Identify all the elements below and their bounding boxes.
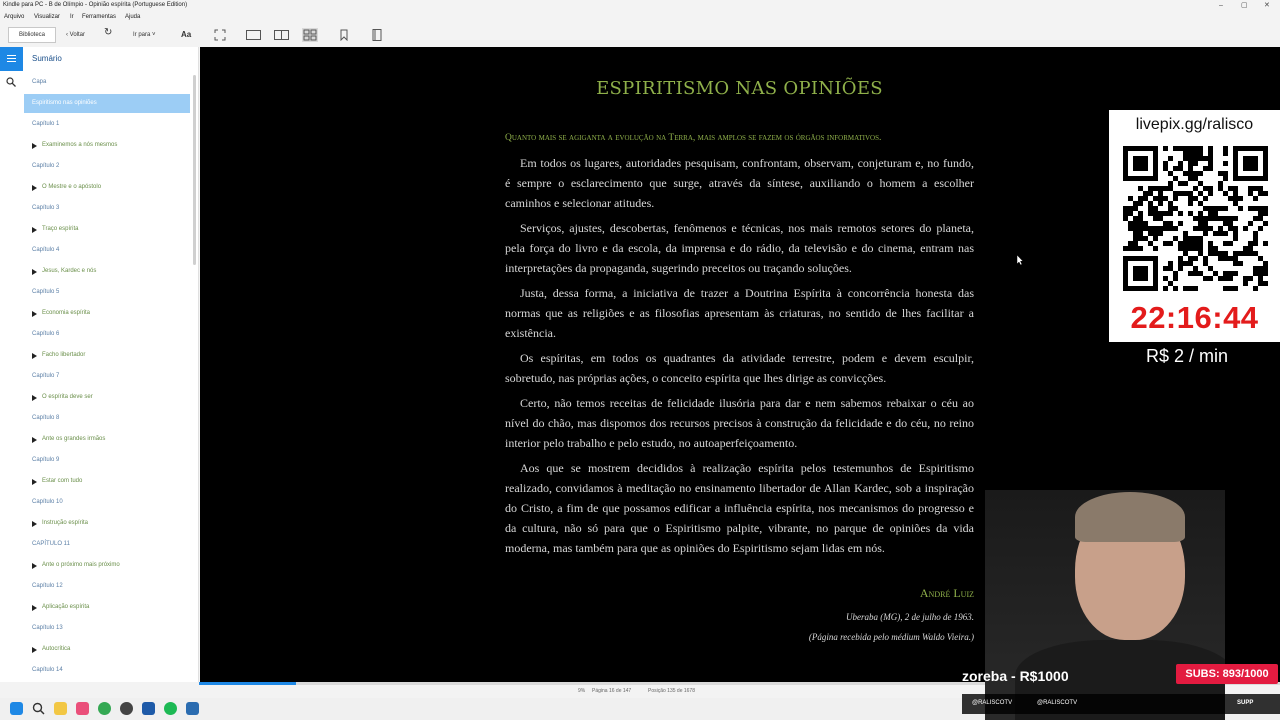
toc-label: Jesus, Kardec e nós <box>42 268 97 274</box>
toc-item[interactable] <box>24 535 190 554</box>
taskbar-search-icon[interactable] <box>32 702 45 715</box>
toc-item[interactable] <box>24 493 190 512</box>
toc-item[interactable] <box>24 325 190 344</box>
expand-triangle-icon[interactable] <box>32 647 37 653</box>
toc-label: Capítulo 1 <box>32 121 60 127</box>
fullscreen-icon[interactable] <box>214 29 226 41</box>
toc-label: Capítulo 3 <box>32 205 60 211</box>
epigraph: Quanto mais se agiganta a evolução na Terra, mais amplos se fazem os órgãos informativos. <box>505 133 882 143</box>
toc-label: Capítulo 13 <box>32 625 63 631</box>
window-titlebar <box>0 0 1280 12</box>
toc-label: Capítulo 4 <box>32 247 60 253</box>
toc-subitem[interactable] <box>24 556 190 575</box>
toc-item[interactable] <box>24 367 190 386</box>
expand-triangle-icon[interactable] <box>32 563 37 569</box>
toc-item[interactable] <box>24 409 190 428</box>
paragraph: Justa, dessa forma, a iniciativa de trazer a Doutrina Espírita à concorrência honesta das normas que as religiões e as filosofias apresentam às criaturas, no sentido de lhes facilitar a existência. <box>505 286 974 340</box>
file-explorer-icon[interactable] <box>54 702 67 715</box>
vscode-icon[interactable] <box>142 702 155 715</box>
supp-label: SUPP <box>1237 700 1254 706</box>
toc-label: Autocrítica <box>42 646 71 652</box>
toc-subitem[interactable] <box>24 304 190 323</box>
toc-subitem[interactable] <box>24 220 190 239</box>
toc-menu-icon[interactable] <box>0 47 23 71</box>
toc-label: Espiritismo nas opiniões <box>32 100 97 106</box>
expand-triangle-icon[interactable] <box>32 269 37 275</box>
toc-item[interactable] <box>24 157 190 176</box>
toc-subitem[interactable] <box>24 598 190 617</box>
progress-percent: 9% <box>578 688 586 694</box>
toc-item[interactable] <box>24 451 190 470</box>
toc-label: O espírita deve ser <box>42 394 93 400</box>
toc-subitem[interactable] <box>24 388 190 407</box>
spotify-icon[interactable] <box>164 702 177 715</box>
toc-item[interactable] <box>24 73 190 92</box>
toc-item[interactable] <box>24 241 190 260</box>
expand-triangle-icon[interactable] <box>32 521 37 527</box>
menu-ajuda[interactable]: Ajuda <box>125 14 141 20</box>
paragraph: Aos que se mostrem decididos à realização espírita pelos testemunhos de Espiritismo realizado, convidamos à meditação no ensinamento libertador de Allan Kardec, sob a inspiração do Cristo, a fim de que possamos edificar a influência espírita, nos mecanismos do progresso e da cultura, não só para que o Espiritismo palpite, vibrante, no parque de opiniões da vida moderna, mas também para que as opiniões do Espiritismo sejam lidas em nós. <box>505 461 974 555</box>
single-page-icon[interactable] <box>246 29 261 41</box>
twitter-handle: @RALISCOTV <box>1037 700 1078 706</box>
minimize-icon[interactable]: – <box>1219 2 1223 9</box>
livepix-url: livepix.gg/ralisco <box>1135 116 1254 133</box>
toc-label: Capítulo 5 <box>32 289 60 295</box>
stream-clock: 22:16:44 <box>1130 300 1259 335</box>
social-handles <box>962 694 1280 714</box>
author-signature: André Luiz <box>919 586 974 600</box>
toc-subitem[interactable] <box>24 514 190 533</box>
back-button[interactable]: ‹ Voltar <box>66 32 86 38</box>
expand-triangle-icon[interactable] <box>32 353 37 359</box>
webcam-hair <box>1075 492 1185 542</box>
instagram-handle: @RALISCOTV <box>972 700 1013 706</box>
toc-label: Capítulo 6 <box>32 331 60 337</box>
toc-label: CAPÍTULO 11 <box>32 541 70 547</box>
toc-label: Capa <box>32 79 47 85</box>
toc-item[interactable] <box>24 619 190 638</box>
mouse-cursor-icon <box>1016 255 1024 265</box>
toc-label: O Mestre e o apóstolo <box>42 184 102 190</box>
toc-item[interactable] <box>24 115 190 134</box>
toc-subitem[interactable] <box>24 472 190 491</box>
subs-counter: SUBS: 893/1000 <box>1176 664 1278 684</box>
paragraph: Certo, não temos receitas de felicidade ilusória para dar e nem sabemos rebaixar o céu ao nível do chão, mas dispomos dos recursos precisos à construção da felicidade e do céu, no reino interior pelo trabalho e pelo estudo, no autoaperfeiçoamento. <box>505 396 974 450</box>
font-settings-button[interactable]: Aa <box>181 30 192 39</box>
toc-subitem[interactable] <box>24 430 190 449</box>
toc-title: Sumário <box>32 54 62 63</box>
expand-triangle-icon[interactable] <box>32 143 37 149</box>
sidebar-scrollbar[interactable] <box>193 75 196 265</box>
qr-code-icon <box>1123 146 1268 291</box>
windows-start-icon[interactable] <box>10 702 23 715</box>
expand-triangle-icon[interactable] <box>32 227 37 233</box>
toc-item[interactable] <box>24 661 190 680</box>
paragraph: Serviços, ajustes, descobertas, fenômenos e técnicas, nos mais remotos setores do planeta, pela força do livro e da escola, da imprensa e do rádio, da televisão e do cinema, entram nas interpretações da propaganda, sugerindo preceitos ou traçando soluções. <box>505 221 974 275</box>
toc-subitem[interactable] <box>24 262 190 281</box>
two-page-icon[interactable] <box>274 29 289 41</box>
menu-arquivo[interactable]: Arquivo <box>4 14 25 20</box>
toc-subitem[interactable] <box>24 640 190 659</box>
menu-ferramentas[interactable]: Ferramentas <box>82 14 117 20</box>
toc-label: Capítulo 14 <box>32 667 63 673</box>
expand-triangle-icon[interactable] <box>32 311 37 317</box>
toc-label: Aplicação espírita <box>42 604 90 610</box>
bookmark-icon[interactable] <box>338 29 350 41</box>
location-indicator: Posição 135 de 1678 <box>648 688 695 694</box>
expand-triangle-icon[interactable] <box>32 479 37 485</box>
toc-label: Capítulo 9 <box>32 457 60 463</box>
menu-bar <box>0 12 1280 23</box>
toc-label: Facho libertador <box>42 352 86 358</box>
menu-visualizar[interactable]: Visualizar <box>34 14 60 20</box>
grid-view-icon[interactable] <box>302 28 318 42</box>
toc-subitem[interactable] <box>24 346 190 365</box>
toc-item[interactable] <box>24 283 190 302</box>
expand-triangle-icon[interactable] <box>32 395 37 401</box>
toc-label: Ante os grandes irmãos <box>42 436 106 442</box>
toc-label: Capítulo 7 <box>32 373 60 379</box>
donation-goal: zoreba - R$1000 <box>962 668 1069 684</box>
app-icon[interactable] <box>76 702 89 715</box>
search-icon[interactable] <box>6 77 16 87</box>
toc-item[interactable] <box>24 577 190 596</box>
menu-ir[interactable]: Ir <box>70 14 74 20</box>
toc-label: Capítulo 2 <box>32 163 60 169</box>
window-title: Kindle para PC - B de Olímpio - Opinião espírita (Portuguese Edition) <box>3 2 188 8</box>
chrome-icon[interactable] <box>98 702 111 715</box>
close-icon[interactable]: ✕ <box>1264 2 1270 9</box>
expand-triangle-icon[interactable] <box>32 605 37 611</box>
library-button[interactable]: Biblioteca <box>8 27 56 43</box>
obs-icon[interactable] <box>120 702 133 715</box>
toc-label: Traço espírita <box>42 226 79 232</box>
toc-item[interactable] <box>24 94 190 113</box>
toc-label: Instrução espírita <box>42 520 89 526</box>
page-indicator: Página 16 de 147 <box>592 688 632 694</box>
paragraph: Em todos os lugares, autoridades pesquisam, confrontam, observam, conjeturam e, no fundo, é sempre o esclarecimento que surge, através da síntese, auxiliando o homem a escolher caminhos e selecionar atitudes. <box>505 156 974 210</box>
toc-label: Ante o próximo mais próximo <box>42 562 120 568</box>
toc-label: Economia espírita <box>42 310 91 316</box>
maximize-icon[interactable]: ▢ <box>1241 2 1248 9</box>
sidebar-strip <box>0 47 23 682</box>
kindle-icon[interactable] <box>186 702 199 715</box>
toc-label: Capítulo 8 <box>32 415 60 421</box>
goto-label: Ir para <box>133 32 151 38</box>
medium-note: (Página recebida pelo médium Waldo Vieira.) <box>808 632 974 642</box>
expand-triangle-icon[interactable] <box>32 437 37 443</box>
donation-rate: R$ 2 / min <box>1146 346 1229 366</box>
back-label: Voltar <box>69 32 86 38</box>
place-date: Uberaba (MG), 2 de julho de 1963. <box>846 612 974 622</box>
expand-triangle-icon[interactable] <box>32 185 37 191</box>
webcam-feed <box>985 490 1225 720</box>
toc-label: Capítulo 12 <box>32 583 63 589</box>
livepix-qr-panel <box>1109 110 1280 342</box>
goto-button[interactable]: Ir para ˅ <box>133 32 156 38</box>
toc-label: Estar com tudo <box>42 478 83 484</box>
toc-label: Capítulo 10 <box>32 499 63 505</box>
toc-subitem[interactable] <box>24 178 190 197</box>
toc-sidebar <box>0 47 199 682</box>
toc-item[interactable] <box>24 199 190 218</box>
notebook-icon[interactable] <box>371 29 383 41</box>
paragraph: Os espíritas, em todos os quadrantes da atividade terrestre, podem e devem esculpir, sobretudo, nas próprias ações, o conceito espírita que lhes dirige as convicções. <box>505 351 974 385</box>
chapter-title: ESPIRITISMO NAS OPINIÕES <box>596 78 883 99</box>
toc-subitem[interactable] <box>24 136 190 155</box>
toolbar <box>0 23 1280 47</box>
progress-fill <box>199 682 296 685</box>
toc-label: Examinemos a nós mesmos <box>42 142 118 148</box>
sync-icon[interactable]: ↻ <box>104 27 113 38</box>
